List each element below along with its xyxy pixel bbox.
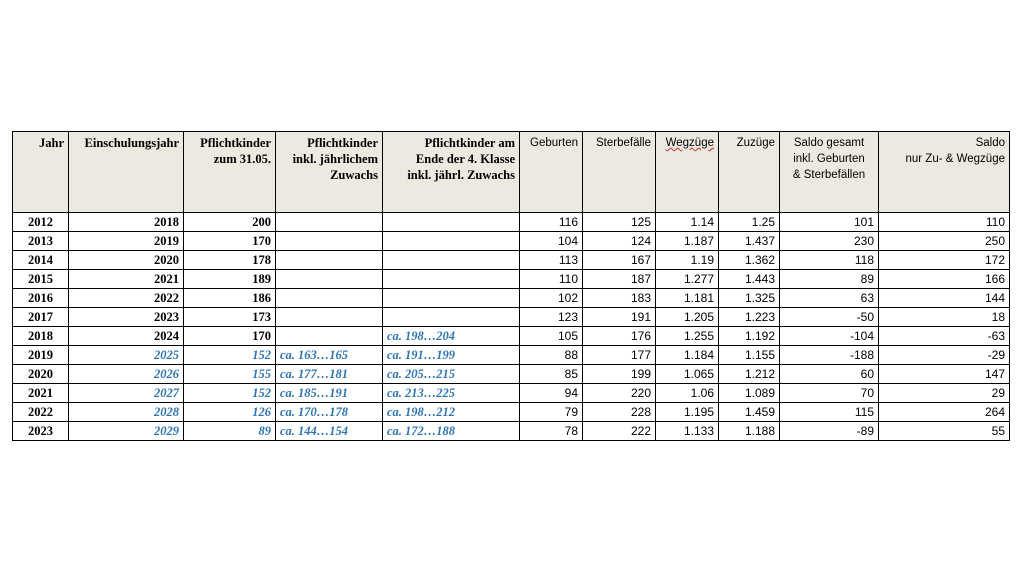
cell-jahr: 2019 [13,346,69,365]
cell-saldo-gesamt: 89 [780,270,879,289]
cell-pflichtkinder: 178 [184,251,276,270]
cell-sterbefaelle: 187 [583,270,656,289]
cell-pflichtkinder: 155 [184,365,276,384]
cell-einschulungsjahr: 2018 [69,213,184,232]
statistics-table-wrapper [12,131,1009,441]
cell-sterbefaelle: 125 [583,213,656,232]
cell-saldo-gesamt: -188 [780,346,879,365]
cell-jahr: 2016 [13,289,69,308]
header-pflichtkinder-zuwachs: Pflichtkinder inkl. jährlichem Zuwachs [276,132,383,213]
cell-saldo-gesamt: 101 [780,213,879,232]
cell-saldo-gesamt: 230 [780,232,879,251]
cell-geburten: 79 [520,403,583,422]
cell-pflichtkinder-zuwachs: ca. 177…181 [276,365,383,384]
cell-sterbefaelle: 222 [583,422,656,441]
cell-pflichtkinder: 152 [184,384,276,403]
cell-sterbefaelle: 191 [583,308,656,327]
cell-pflichtkinder-ende-klasse-4 [383,270,520,289]
cell-zuzuege: 1.212 [719,365,780,384]
cell-einschulungsjahr: 2024 [69,327,184,346]
cell-jahr: 2014 [13,251,69,270]
cell-geburten: 105 [520,327,583,346]
cell-pflichtkinder-ende-klasse-4: ca. 172…188 [383,422,520,441]
cell-geburten: 104 [520,232,583,251]
cell-pflichtkinder-zuwachs [276,251,383,270]
cell-pflichtkinder-ende-klasse-4 [383,308,520,327]
cell-pflichtkinder: 200 [184,213,276,232]
cell-einschulungsjahr: 2026 [69,365,184,384]
cell-wegzuege: 1.184 [656,346,719,365]
cell-geburten: 113 [520,251,583,270]
table-row [13,422,1010,441]
cell-saldo: 110 [879,213,1010,232]
cell-pflichtkinder-ende-klasse-4: ca. 198…212 [383,403,520,422]
cell-pflichtkinder: 126 [184,403,276,422]
cell-saldo: 18 [879,308,1010,327]
cell-jahr: 2018 [13,327,69,346]
cell-zuzuege: 1.362 [719,251,780,270]
cell-jahr: 2015 [13,270,69,289]
table-row [13,346,1010,365]
cell-sterbefaelle: 176 [583,327,656,346]
cell-pflichtkinder: 89 [184,422,276,441]
cell-pflichtkinder-ende-klasse-4: ca. 198…204 [383,327,520,346]
cell-pflichtkinder: 186 [184,289,276,308]
cell-saldo: 250 [879,232,1010,251]
cell-geburten: 102 [520,289,583,308]
cell-pflichtkinder-ende-klasse-4: ca. 213…225 [383,384,520,403]
cell-einschulungsjahr: 2029 [69,422,184,441]
header-saldo-zu-wegzuege: Saldo nur Zu- & Wegzüge [879,132,1010,213]
cell-wegzuege: 1.19 [656,251,719,270]
cell-jahr: 2012 [13,213,69,232]
cell-pflichtkinder: 170 [184,327,276,346]
cell-pflichtkinder-zuwachs: ca. 185…191 [276,384,383,403]
cell-saldo-gesamt: 63 [780,289,879,308]
cell-geburten: 88 [520,346,583,365]
cell-saldo: -63 [879,327,1010,346]
cell-saldo: 172 [879,251,1010,270]
cell-zuzuege: 1.155 [719,346,780,365]
cell-saldo-gesamt: 115 [780,403,879,422]
cell-wegzuege: 1.065 [656,365,719,384]
cell-einschulungsjahr: 2019 [69,232,184,251]
table-row [13,403,1010,422]
header-geburten: Geburten [520,132,583,213]
header-row [13,132,1010,213]
cell-zuzuege: 1.192 [719,327,780,346]
header-saldo-gesamt: Saldo gesamt inkl. Geburten & Sterbefällen [780,132,879,213]
cell-zuzuege: 1.089 [719,384,780,403]
table-row [13,308,1010,327]
cell-jahr: 2023 [13,422,69,441]
cell-saldo-gesamt: -104 [780,327,879,346]
cell-geburten: 123 [520,308,583,327]
cell-einschulungsjahr: 2025 [69,346,184,365]
cell-pflichtkinder-zuwachs [276,232,383,251]
cell-geburten: 78 [520,422,583,441]
table-row [13,270,1010,289]
cell-sterbefaelle: 124 [583,232,656,251]
cell-wegzuege: 1.14 [656,213,719,232]
table-row [13,213,1010,232]
cell-zuzuege: 1.188 [719,422,780,441]
cell-saldo-gesamt: 60 [780,365,879,384]
cell-einschulungsjahr: 2022 [69,289,184,308]
cell-pflichtkinder: 170 [184,232,276,251]
cell-geburten: 110 [520,270,583,289]
cell-pflichtkinder-zuwachs: ca. 144…154 [276,422,383,441]
cell-jahr: 2020 [13,365,69,384]
cell-zuzuege: 1.443 [719,270,780,289]
table-row [13,327,1010,346]
cell-geburten: 116 [520,213,583,232]
header-wegzuege: Wegzüge [656,132,719,213]
cell-einschulungsjahr: 2023 [69,308,184,327]
cell-pflichtkinder-ende-klasse-4 [383,251,520,270]
cell-saldo: 29 [879,384,1010,403]
header-pflichtkinder-ende-klasse-4: Pflichtkinder am Ende der 4. Klasse inkl. jährl. Zuwachs [383,132,520,213]
cell-pflichtkinder-ende-klasse-4 [383,213,520,232]
cell-saldo-gesamt: 118 [780,251,879,270]
cell-pflichtkinder-zuwachs [276,213,383,232]
cell-wegzuege: 1.277 [656,270,719,289]
cell-pflichtkinder-ende-klasse-4 [383,289,520,308]
cell-saldo: 264 [879,403,1010,422]
cell-saldo: 166 [879,270,1010,289]
cell-zuzuege: 1.437 [719,232,780,251]
cell-wegzuege: 1.181 [656,289,719,308]
cell-sterbefaelle: 220 [583,384,656,403]
cell-jahr: 2017 [13,308,69,327]
table-body [13,213,1010,441]
statistics-table [12,131,1010,441]
table-row [13,289,1010,308]
cell-wegzuege: 1.06 [656,384,719,403]
cell-sterbefaelle: 183 [583,289,656,308]
cell-pflichtkinder: 173 [184,308,276,327]
cell-saldo: 144 [879,289,1010,308]
cell-wegzuege: 1.255 [656,327,719,346]
cell-saldo: 147 [879,365,1010,384]
cell-wegzuege: 1.187 [656,232,719,251]
table-row [13,232,1010,251]
cell-einschulungsjahr: 2027 [69,384,184,403]
cell-zuzuege: 1.325 [719,289,780,308]
cell-saldo-gesamt: -89 [780,422,879,441]
cell-pflichtkinder-zuwachs [276,289,383,308]
cell-wegzuege: 1.205 [656,308,719,327]
header-pflichtkinder: Pflichtkinder zum 31.05. [184,132,276,213]
cell-sterbefaelle: 167 [583,251,656,270]
cell-zuzuege: 1.25 [719,213,780,232]
cell-einschulungsjahr: 2028 [69,403,184,422]
cell-pflichtkinder-ende-klasse-4: ca. 205…215 [383,365,520,384]
cell-sterbefaelle: 177 [583,346,656,365]
cell-pflichtkinder: 189 [184,270,276,289]
cell-jahr: 2022 [13,403,69,422]
cell-saldo-gesamt: 70 [780,384,879,403]
header-sterbefaelle: Sterbefälle [583,132,656,213]
cell-pflichtkinder-zuwachs: ca. 170…178 [276,403,383,422]
cell-pflichtkinder-zuwachs [276,270,383,289]
cell-pflichtkinder-zuwachs: ca. 163…165 [276,346,383,365]
cell-zuzuege: 1.223 [719,308,780,327]
header-zuzuege: Zuzüge [719,132,780,213]
cell-pflichtkinder-zuwachs [276,327,383,346]
table-row [13,251,1010,270]
cell-pflichtkinder-ende-klasse-4 [383,232,520,251]
cell-jahr: 2013 [13,232,69,251]
cell-einschulungsjahr: 2020 [69,251,184,270]
cell-wegzuege: 1.195 [656,403,719,422]
cell-sterbefaelle: 228 [583,403,656,422]
cell-pflichtkinder-zuwachs [276,308,383,327]
cell-geburten: 85 [520,365,583,384]
cell-einschulungsjahr: 2021 [69,270,184,289]
cell-pflichtkinder-ende-klasse-4: ca. 191…199 [383,346,520,365]
cell-saldo-gesamt: -50 [780,308,879,327]
cell-zuzuege: 1.459 [719,403,780,422]
cell-sterbefaelle: 199 [583,365,656,384]
header-einschulungsjahr: Einschulungsjahr [69,132,184,213]
table-row [13,384,1010,403]
cell-wegzuege: 1.133 [656,422,719,441]
cell-pflichtkinder: 152 [184,346,276,365]
header-jahr: Jahr [13,132,69,213]
cell-jahr: 2021 [13,384,69,403]
cell-geburten: 94 [520,384,583,403]
cell-saldo: 55 [879,422,1010,441]
cell-saldo: -29 [879,346,1010,365]
table-row [13,365,1010,384]
